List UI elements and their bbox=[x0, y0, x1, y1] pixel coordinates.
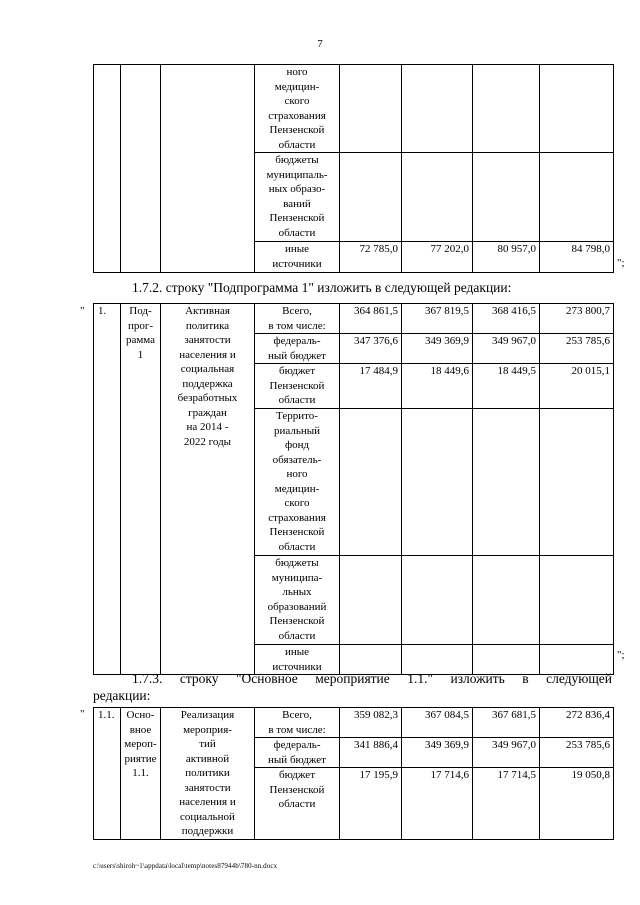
table-main-event-1-1 bbox=[93, 707, 614, 840]
value-cell: 367 819,5 bbox=[402, 304, 473, 334]
value-cell: 347 376,6 bbox=[340, 334, 402, 364]
paragraph-1-7-3: 1.7.3. строку "Основное мероприятие 1.1." изложить в следующей bbox=[132, 671, 612, 686]
funding-source: Террито- риальный фонд обязатель- ного медицин- ского страхования Пензенской области bbox=[255, 409, 340, 556]
value-cell: 77 202,0 bbox=[402, 242, 473, 273]
value-cell: 253 785,6 bbox=[540, 738, 614, 768]
value-cell: 359 082,3 bbox=[340, 708, 402, 738]
funding-source: иные источники bbox=[255, 242, 340, 273]
table-subprogram-1 bbox=[93, 303, 614, 675]
program-name: Осно- вное мероп- риятие 1.1. bbox=[121, 708, 161, 840]
program-title: Реализация мероприя- тий активной политики занятости населения и социальной поддержки bbox=[161, 708, 255, 840]
value-cell: 17 714,5 bbox=[473, 768, 540, 840]
value-cell: 17 714,6 bbox=[402, 768, 473, 840]
value-cell: 364 861,5 bbox=[340, 304, 402, 334]
program-name: Под- прог- рамма 1 bbox=[121, 304, 161, 675]
funding-source: бюджеты муниципаль- ных образо- ваний Пензенской области bbox=[255, 153, 340, 242]
paragraph-1-7-3-continuation: редакции: bbox=[93, 688, 151, 703]
value-cell: 18 449,5 bbox=[473, 364, 540, 409]
funding-source: федераль- ный бюджет bbox=[255, 738, 340, 768]
value-cell: 80 957,0 bbox=[473, 242, 540, 273]
closing-quote-mark: "; bbox=[617, 649, 625, 661]
value-cell: 18 449,6 bbox=[402, 364, 473, 409]
value-cell: 349 967,0 bbox=[473, 738, 540, 768]
value-cell: 272 836,4 bbox=[540, 708, 614, 738]
funding-source: бюджет Пензенской области bbox=[255, 364, 340, 409]
funding-source: Всего, в том числе: bbox=[255, 708, 340, 738]
funding-source: федераль- ный бюджет bbox=[255, 334, 340, 364]
value-cell: 367 084,5 bbox=[402, 708, 473, 738]
paragraph-1-7-2: 1.7.2. строку "Подпрограмма 1" изложить в следующей редакции: bbox=[132, 280, 512, 295]
program-title: Активная политика занятости населения и социальная поддержка безработных граждан на 2014 - 2022 годы bbox=[161, 304, 255, 675]
table-row bbox=[94, 708, 614, 738]
value-cell: 20 015,1 bbox=[540, 364, 614, 409]
value-cell: 19 050,8 bbox=[540, 768, 614, 840]
value-cell: 17 195,9 bbox=[340, 768, 402, 840]
page-number: 7 bbox=[317, 38, 323, 50]
value-cell: 17 484,9 bbox=[340, 364, 402, 409]
funding-source: бюджет Пензенской области bbox=[255, 768, 340, 840]
opening-quote-mark: " bbox=[80, 305, 85, 317]
value-cell: 349 369,9 bbox=[402, 738, 473, 768]
table-row bbox=[94, 304, 614, 334]
value-cell: 349 369,9 bbox=[402, 334, 473, 364]
funding-source: Всего, в том числе: bbox=[255, 304, 340, 334]
value-cell: 341 886,4 bbox=[340, 738, 402, 768]
closing-quote-mark: "; bbox=[617, 257, 625, 269]
value-cell: 367 681,5 bbox=[473, 708, 540, 738]
funding-source: ного медицин- ского страхования Пензенской области bbox=[255, 65, 340, 153]
value-cell: 84 798,0 bbox=[540, 242, 614, 273]
table-continuation bbox=[93, 64, 614, 273]
row-number: 1. bbox=[94, 304, 121, 675]
row-number: 1.1. bbox=[94, 708, 121, 840]
table-row bbox=[94, 65, 614, 153]
value-cell: 368 416,5 bbox=[473, 304, 540, 334]
value-cell: 72 785,0 bbox=[340, 242, 402, 273]
value-cell: 253 785,6 bbox=[540, 334, 614, 364]
value-cell: 273 800,7 bbox=[540, 304, 614, 334]
funding-source: бюджеты муниципа- льных образований Пензенской области bbox=[255, 556, 340, 645]
funding-source: иные источники bbox=[255, 645, 340, 675]
opening-quote-mark: " bbox=[80, 708, 85, 720]
file-path-footer: c:\users\shiroh~1\appdata\local\temp\notes87944b\780-nn.docx bbox=[93, 862, 278, 870]
value-cell: 349 967,0 bbox=[473, 334, 540, 364]
